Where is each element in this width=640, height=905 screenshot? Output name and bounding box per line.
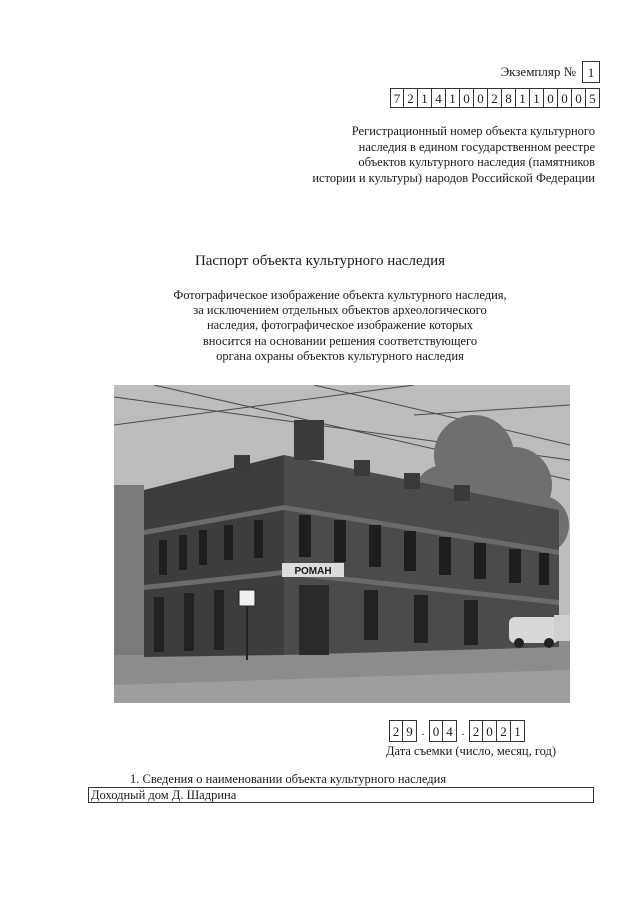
reg-digit: 1 [418, 88, 432, 108]
reg-digit: 0 [474, 88, 488, 108]
reg-digit: 2 [488, 88, 502, 108]
registration-number-boxes [390, 88, 600, 108]
date-digit: 0 [483, 720, 497, 742]
photo-caption-line: Фотографическое изображение объекта культурного наследия, [173, 288, 507, 302]
reg-digit: 1 [530, 88, 544, 108]
date-digit: 9 [403, 720, 417, 742]
reg-digit: 8 [502, 88, 516, 108]
object-name-field[interactable]: Доходный дом Д. Шадрина [88, 787, 594, 803]
reg-digit: 0 [544, 88, 558, 108]
shoot-date-caption: Дата съемки (число, месяц, год) [386, 744, 557, 758]
section-1-heading: 1. Сведения о наименовании объекта культурного наследия [130, 772, 447, 786]
photo-caption-line: органа охраны объектов культурного наследия [216, 348, 464, 363]
reg-digit: 7 [390, 88, 404, 108]
date-digit: 4 [443, 720, 457, 742]
reg-caption-line: наследия в едином государственном реестре [358, 139, 595, 154]
reg-digit: 0 [572, 88, 586, 108]
reg-caption-line: истории и культуры) народов Российской Федерации [312, 170, 595, 185]
reg-digit: 5 [586, 88, 600, 108]
reg-digit: 0 [558, 88, 572, 108]
registration-caption [275, 124, 595, 186]
reg-caption-line: Регистрационный номер объекта культурного [351, 124, 595, 138]
reg-caption-line: объектов культурного наследия (памятников [358, 155, 595, 169]
date-digit: 2 [497, 720, 511, 742]
reg-digit: 4 [432, 88, 446, 108]
photo-caption-line: вносится на основании решения соответствующего [202, 333, 478, 348]
date-digit: 0 [429, 720, 443, 742]
shop-sign-text: РОМАН [294, 566, 332, 577]
building-photo [114, 385, 570, 703]
date-separator: . [421, 723, 425, 738]
photo-caption [140, 288, 540, 364]
copy-number-row [501, 61, 600, 83]
reg-digit: 2 [404, 88, 418, 108]
reg-digit: 0 [460, 88, 474, 108]
photo-caption-line: за исключением отдельных объектов археологического [193, 303, 487, 318]
reg-digit: 1 [516, 88, 530, 108]
date-digit: 2 [389, 720, 403, 742]
date-digit: 2 [469, 720, 483, 742]
copy-number-box: 1 [582, 61, 600, 83]
date-digit: 1 [511, 720, 525, 742]
copy-label: Экземпляр № [500, 64, 576, 79]
document-title: Паспорт объекта культурного наследия [194, 253, 446, 269]
reg-digit: 1 [446, 88, 460, 108]
date-separator: . [461, 723, 465, 738]
shoot-date-boxes [389, 720, 525, 742]
photo-caption-line: наследия, фотографическое изображение которых [206, 318, 474, 333]
